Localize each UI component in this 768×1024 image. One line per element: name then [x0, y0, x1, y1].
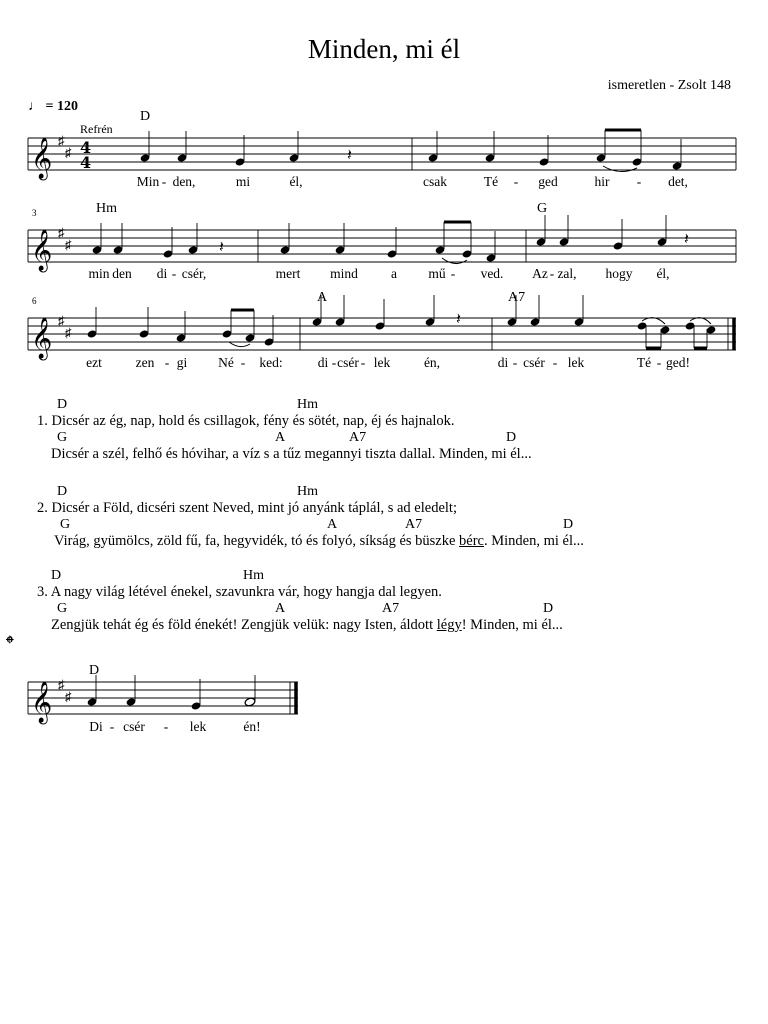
time-sig-bottom: 4 — [80, 153, 92, 172]
verse-chord: A7 — [349, 430, 367, 445]
verse-underlined-word: légy — [436, 617, 462, 633]
lyric-syllable: csér — [123, 719, 145, 734]
sharp-icon: ♯ — [65, 237, 72, 252]
lyric-syllable: él, — [289, 174, 303, 189]
verse-chord: D — [543, 601, 554, 616]
lyric-syllable: - — [360, 355, 366, 370]
system-number: 6 — [32, 296, 37, 306]
lyric-syllable: - — [164, 355, 170, 370]
verse-2-line-1 — [37, 500, 457, 517]
verse-3-line-1 — [37, 584, 442, 601]
verse-chord: G — [57, 430, 68, 445]
sharp-icon: ♯ — [58, 313, 65, 328]
chord-symbol: D — [89, 663, 100, 678]
verse-text: Dicsér a Föld, dicséri szent Neved, mint jó anyánk táplál, s ad eledelt; — [51, 500, 457, 516]
verse-1-line-2: Dicsér a szél, felhő és hóvihar, a víz s a tűz megannyi tiszta dallal. Minden, mi él... — [51, 446, 532, 462]
song-title: Minden, mi él — [307, 34, 461, 64]
lyric-syllable: mind — [330, 266, 358, 281]
verse-text: Dicsér az ég, nap, hold és csillagok, fény és sötét, nap, éj és hajnalok. — [51, 413, 455, 429]
notes — [140, 130, 683, 172]
lyric-syllable: - — [636, 174, 642, 189]
lyric-syllable: csér, — [181, 266, 207, 281]
verse-chord: D — [57, 484, 68, 499]
lyric-syllable: - — [163, 719, 169, 734]
lyric-syllable: lek — [189, 719, 207, 734]
chord-symbol: G — [537, 201, 548, 216]
lyric-syllable: - — [109, 719, 115, 734]
notes — [92, 215, 689, 264]
lyric-syllable: di — [156, 266, 168, 281]
lyric-syllable: csér — [523, 355, 545, 370]
rest-icon: 𝄽 — [684, 231, 689, 248]
verse-chord: A7 — [405, 517, 423, 532]
verse-chord: G — [57, 601, 68, 616]
verse-number: 3. — [37, 584, 48, 600]
lyric-syllable: a — [391, 266, 397, 281]
lyric-syllable: - — [513, 174, 519, 189]
lyric-syllable: Té — [636, 355, 652, 370]
lyric-syllable: mű — [428, 266, 446, 281]
lyric-syllable: Té — [483, 174, 499, 189]
lyric-syllable: - — [656, 355, 662, 370]
lyric-syllable: - — [552, 355, 558, 370]
verse-2-line-2 — [54, 533, 584, 550]
lyric-syllable: lek — [567, 355, 585, 370]
lyric-syllable: - — [512, 355, 518, 370]
lyric-syllable: gi — [176, 355, 188, 370]
treble-clef-icon: 𝄞 — [31, 682, 53, 722]
staff-coda — [6, 631, 298, 724]
lyric-syllable: - — [450, 266, 456, 281]
verse-text: A nagy világ létével énekel, szavunkra vár, hogy hangja dal legyen. — [50, 584, 442, 600]
verse-chord: A — [327, 517, 338, 532]
chord-symbol: Hm — [96, 201, 117, 216]
lyric-syllable: zen — [135, 355, 155, 370]
lyric-syllable: di — [317, 355, 329, 370]
rest-icon: 𝄽 — [347, 147, 352, 164]
lyric-syllable: den, — [172, 174, 196, 189]
lyric-syllable: hogy — [605, 266, 633, 281]
verse-chord: D — [57, 397, 68, 412]
lyric-syllable: di — [497, 355, 509, 370]
lyric-syllable: lek — [373, 355, 391, 370]
chord-symbol: D — [140, 109, 151, 124]
rest-icon: 𝄽 — [456, 311, 461, 328]
verse-number: 2. — [37, 500, 48, 516]
lyric-syllable: ged — [538, 174, 558, 189]
lyric-syllable: Min — [136, 174, 160, 189]
lyric-syllable: den — [112, 266, 132, 281]
lyric-syllable: - — [171, 266, 177, 281]
verse-chord: A — [275, 601, 286, 616]
lyric-syllable: zal, — [557, 266, 577, 281]
lyric-syllable: det, — [668, 174, 688, 189]
composer-credit: ismeretlen - Zsolt 148 — [607, 78, 731, 93]
lyric-syllable: - — [240, 355, 246, 370]
lyric-syllable: mert — [275, 266, 301, 281]
lyric-syllable: ged! — [666, 355, 690, 370]
lyric-syllable: él, — [656, 266, 670, 281]
lyric-syllable: csér — [337, 355, 359, 370]
lyric-syllable: - — [331, 355, 337, 370]
lyric-syllable: én! — [243, 719, 261, 734]
verse-chord: Hm — [243, 568, 264, 583]
lyric-syllable: mi — [235, 174, 251, 189]
sharp-icon: ♯ — [58, 677, 65, 692]
lyric-syllable: min — [88, 266, 110, 281]
notes — [87, 295, 717, 348]
verse-text: . Minden, mi él... — [484, 533, 584, 549]
verse-underlined-word: bérc — [459, 533, 484, 549]
verse-3-line-2 — [51, 617, 563, 634]
section-label: Refrén — [80, 122, 113, 136]
lyric-syllable: - — [161, 174, 167, 189]
verse-chord: Hm — [297, 397, 318, 412]
treble-clef-icon: 𝄞 — [31, 138, 53, 178]
verse-chord: D — [506, 430, 517, 445]
sharp-icon: ♯ — [58, 133, 65, 148]
system-number: 3 — [32, 208, 37, 218]
treble-clef-icon: 𝄞 — [31, 318, 53, 358]
rest-icon: 𝄽 — [219, 239, 224, 256]
staff-system-3 — [28, 295, 736, 360]
treble-clef-icon: 𝄞 — [31, 230, 53, 270]
lyric-syllable: Né — [218, 355, 234, 370]
verse-number: 1. — [37, 413, 48, 429]
verse-chord: A — [275, 430, 286, 445]
verse-1-line-1 — [37, 413, 455, 430]
verse-chord: Hm — [297, 484, 318, 499]
lyric-syllable: hir — [594, 174, 610, 189]
lyric-syllable: ezt — [86, 355, 102, 370]
staff-system-1 — [28, 130, 736, 180]
lyric-syllable: én, — [423, 355, 441, 370]
lyric-syllable: Az — [532, 266, 548, 281]
lyric-syllable: csak — [423, 174, 447, 189]
chord-symbol: A — [317, 290, 328, 305]
verse-text: Zengjük tehát ég és föld énekét! Zengjük velük: nagy Isten, áldott — [51, 617, 437, 633]
lyric-syllable: ked: — [259, 355, 283, 370]
tempo-marking: ♩ = 120 — [28, 99, 78, 114]
verse-text: Virág, gyümölcs, zöld fű, fa, hegyvidék, tó és folyó, síkság és büszke — [54, 533, 460, 549]
sharp-icon: ♯ — [65, 145, 72, 160]
verse-text: ! Minden, mi él... — [461, 617, 563, 633]
staff-system-2 — [28, 215, 736, 272]
lyric-syllable: - — [549, 266, 555, 281]
lyric-syllable: ved. — [480, 266, 504, 281]
time-sig-top: 4 — [80, 138, 92, 157]
sharp-icon: ♯ — [58, 225, 65, 240]
sharp-icon: ♯ — [65, 689, 72, 704]
verse-chord: D — [563, 517, 574, 532]
verse-chord: G — [60, 517, 71, 532]
coda-icon: 𝄌 — [6, 631, 14, 656]
verse-chord: A7 — [382, 601, 400, 616]
notes — [87, 675, 256, 711]
chord-symbol: A7 — [508, 290, 526, 305]
lyric-syllable: Di — [89, 719, 103, 734]
verse-chord: D — [51, 568, 62, 583]
sharp-icon: ♯ — [65, 325, 72, 340]
